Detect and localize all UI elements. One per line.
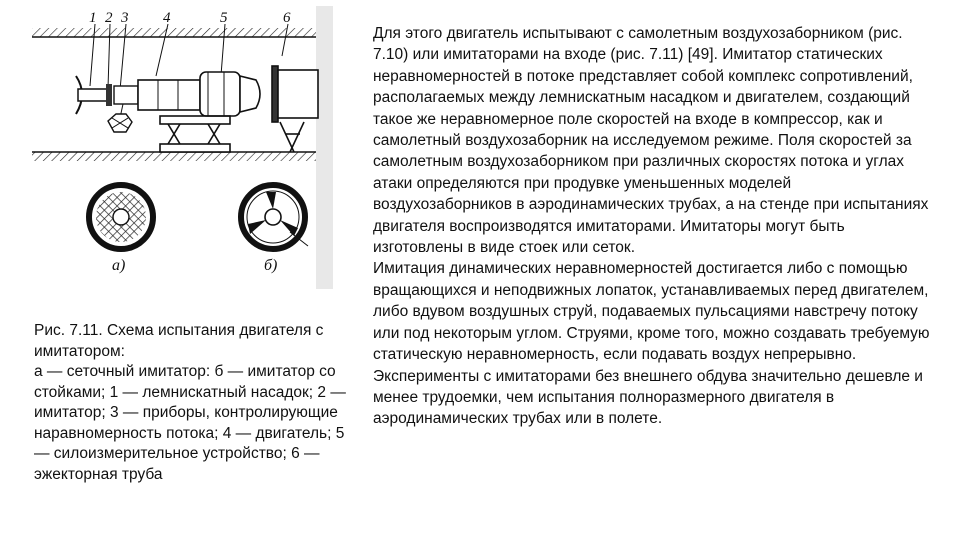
- lemniscate-intake: [76, 76, 110, 114]
- paragraph-1: Для этого двигатель испытывают с самолетным воздухозаборником (рис. 7.10) или имитаторами на входе (рис. 7.11) [49]. Имитатор статических неравномерностей в потоке представляет собой комплекс сопротивлений, располагаемых между лемнискатным насадком и двигателем, создающий такое же неравномерное поле скоростей на входе в компрессор, как и самолетный воздухозаборник на исследуемом режиме. Поля скоростей за самолетным воздухозаборником при различных скоростях потока и углах атаки определяются при продувке уменьшенных моделей воздухозаборников в аэродинамических трубах, а на стенде при испытаниях двигателя воспроизводятся имитаторами. Имитаторы могут быть изготовлены в виде стоек или сеток.: [373, 25, 929, 257]
- caption-body: а — сеточный имитатор: б — имитатор со стойками; 1 — лемнискатный насадок; 2 — имитатор; 3 — приборы, контролирующие наравномерность потока; 4 — двигатель; 5 — силоизмерительное устройство; 6 — эжекторная труба: [34, 363, 346, 483]
- part-label-1: 1: [89, 10, 97, 26]
- figure-caption: [34, 321, 364, 485]
- strut-imitator-view: [241, 185, 308, 249]
- engine: [138, 72, 260, 116]
- part-label-5: 5: [220, 10, 228, 26]
- lower-wall: [32, 152, 316, 161]
- imitator: [106, 84, 112, 106]
- sub-label-a: а): [112, 257, 126, 274]
- test-stand-diagram: [28, 6, 333, 289]
- sub-label-b: б): [264, 257, 278, 274]
- paragraph-2: Имитация динамических неравномерностей достигается либо с помощью вращающихся и неподвижных лопаток, устанавливаемых перед двигателем, либо вдувом воздушных струй, подаваемых пульсациями навстречу потоку или под некоторым углом. Струями, кроме того, можно создавать требуемую статическую неравномерность, если подавать воздух непрерывно.: [373, 260, 930, 364]
- part-label-6: 6: [283, 10, 291, 26]
- scan-edge: [316, 6, 333, 289]
- part-label-3: 3: [121, 10, 129, 26]
- force-measuring-device: [160, 116, 230, 152]
- caption-title: Рис. 7.11. Схема испытания двигателя с имитатором:: [34, 322, 324, 360]
- figure-7-11: [28, 6, 333, 289]
- main-text: [373, 23, 933, 430]
- instruments: [108, 86, 138, 132]
- part-label-4: 4: [163, 10, 171, 26]
- ejector-pipe: [272, 66, 318, 152]
- paragraph-3: Эксперименты с имитаторами без внешнего обдува значительно дешевле и менее трудоемки, чем испытания полноразмерного двигателя в аэродинамических трубах или в полете.: [373, 367, 923, 428]
- part-label-2: 2: [105, 10, 113, 26]
- mesh-imitator-view: [89, 185, 153, 249]
- upper-wall: [32, 28, 316, 37]
